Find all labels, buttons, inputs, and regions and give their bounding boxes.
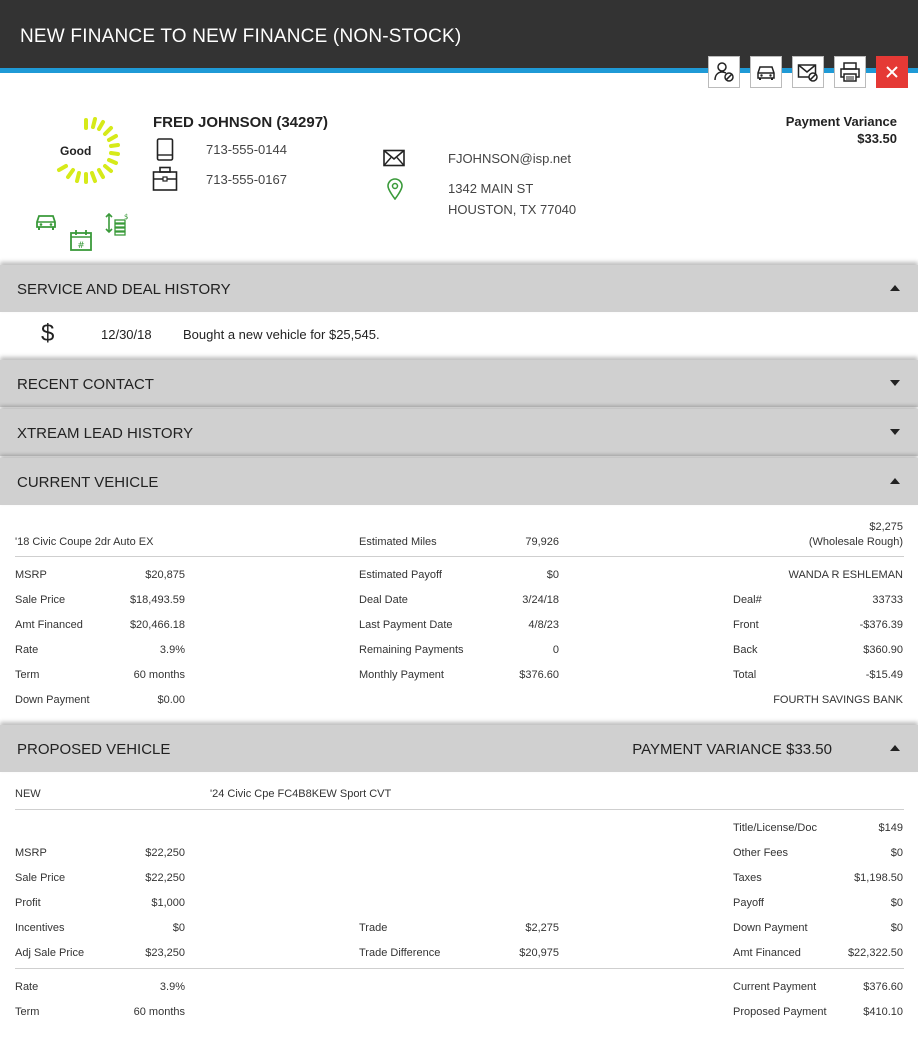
pv-current-payment-value: $376.60 — [863, 981, 903, 993]
pv-payoff-label: Payoff — [733, 897, 764, 909]
cv-term-label: Term — [15, 669, 40, 681]
cv-total-value: -$15.49 — [865, 669, 903, 681]
pv-down-payment-label: Down Payment — [733, 922, 808, 934]
section-title: SERVICE AND DEAL HISTORY — [17, 281, 231, 298]
pv-title-value: $149 — [878, 822, 903, 834]
section-service-deal-history[interactable] — [0, 265, 918, 312]
cv-total-label: Total — [733, 669, 757, 681]
pv-profit-label: Profit — [15, 897, 41, 909]
address-line2: HOUSTON, TX 77040 — [448, 202, 577, 217]
payment-variance-value: $33.50 — [857, 131, 897, 146]
address-line1: 1342 MAIN ST — [448, 181, 534, 196]
cv-rate-label: Rate — [15, 644, 39, 656]
pv-amt-financed-label: Amt Financed — [733, 947, 801, 959]
collapse-caret-icon[interactable] — [890, 285, 900, 291]
cv-deal-date-label: Deal Date — [359, 594, 408, 606]
customer-email[interactable]: FJOHNSON@isp.net — [448, 151, 571, 166]
pv-term-label: Term — [15, 1006, 40, 1018]
cv-sale-price-label: Sale Price — [15, 594, 66, 606]
pv-rate-value: 3.9% — [159, 981, 185, 993]
pv-other-fees-label: Other Fees — [733, 847, 789, 859]
vehicle-remove-button[interactable] — [750, 56, 782, 88]
mobile-phone-number[interactable]: 713-555-0144 — [206, 142, 287, 157]
cv-sale-price-value: $18,493.59 — [129, 594, 185, 606]
collapse-caret-icon[interactable] — [890, 745, 900, 751]
pv-adj-sale-price-value: $23,250 — [145, 947, 185, 959]
cv-deal-number-value[interactable]: 33733 — [872, 594, 903, 606]
car-icon — [34, 212, 58, 232]
cv-term-value: 60 months — [133, 669, 185, 681]
pv-sale-price-value: $22,250 — [145, 872, 185, 884]
section-proposed-vehicle[interactable] — [0, 725, 918, 772]
history-date: 12/30/18 — [101, 327, 152, 342]
estimated-miles-label: Estimated Miles — [359, 536, 437, 548]
divider — [15, 556, 904, 557]
close-icon — [885, 65, 899, 79]
location-pin-icon — [386, 178, 404, 205]
pv-trade-label: Trade — [359, 922, 388, 934]
collapse-caret-icon[interactable] — [890, 478, 900, 484]
pv-title-label: Title/License/Doc — [733, 822, 817, 834]
car-remove-icon — [755, 61, 777, 83]
pv-adj-sale-price-label: Adj Sale Price — [15, 947, 85, 959]
pv-incentives-label: Incentives — [15, 922, 65, 934]
pv-other-fees-value: $0 — [890, 847, 903, 859]
window-title: NEW FINANCE TO NEW FINANCE (NON-STOCK) — [20, 26, 462, 47]
expand-caret-icon[interactable] — [890, 429, 900, 435]
pv-proposed-payment-label: Proposed Payment — [733, 1006, 827, 1018]
cv-last-payment-label: Last Payment Date — [359, 619, 453, 631]
cv-down-payment-value: $0.00 — [157, 694, 185, 706]
pv-amt-financed-value: $22,322.50 — [847, 947, 903, 959]
cv-deal-date-value: 3/24/18 — [522, 594, 559, 606]
divider — [15, 968, 904, 969]
cv-est-payoff-label: Estimated Payoff — [359, 569, 442, 581]
money-stack-icon — [104, 212, 130, 238]
payment-variance-label: Payment Variance — [785, 114, 897, 129]
section-recent-contact[interactable] — [0, 360, 918, 407]
cv-front-label: Front — [733, 619, 759, 631]
user-remove-icon — [713, 61, 735, 83]
pv-taxes-label: Taxes — [733, 872, 762, 884]
cv-amt-financed-value: $20,466.18 — [129, 619, 185, 631]
cv-back-label: Back — [733, 644, 758, 656]
print-icon — [839, 61, 861, 83]
cv-amt-financed-label: Amt Financed — [15, 619, 83, 631]
current-vehicle-description: '18 Civic Coupe 2dr Auto EX — [15, 536, 154, 548]
cv-msrp-label: MSRP — [15, 569, 47, 581]
pv-payoff-value: $0 — [890, 897, 903, 909]
cv-deal-number-label: Deal# — [733, 594, 762, 606]
svg-text:$: $ — [124, 213, 129, 221]
close-button[interactable] — [876, 56, 908, 88]
estimated-miles-value: 79,926 — [525, 536, 559, 548]
section-title: PROPOSED VEHICLE — [17, 741, 171, 758]
dollar-sign-icon: $ — [41, 320, 55, 347]
section-title: RECENT CONTACT — [17, 376, 154, 393]
pv-msrp-label: MSRP — [15, 847, 47, 859]
appointment-link[interactable] — [69, 229, 93, 256]
pv-rate-label: Rate — [15, 981, 39, 993]
credit-score-gauge — [48, 110, 124, 196]
cv-rate-value: 3.9% — [159, 644, 185, 656]
expand-caret-icon[interactable] — [890, 380, 900, 386]
proposed-payment-variance: PAYMENT VARIANCE $33.50 — [632, 741, 832, 758]
work-phone-number[interactable]: 713-555-0167 — [206, 172, 287, 187]
svg-text:#: # — [77, 241, 85, 251]
pv-incentives-value: $0 — [172, 922, 185, 934]
vehicle-link[interactable] — [34, 212, 58, 237]
pv-down-payment-value: $0 — [890, 922, 903, 934]
mail-remove-icon — [797, 61, 819, 83]
divider — [15, 809, 904, 810]
credit-score-label: Good — [60, 144, 92, 158]
user-remove-button[interactable] — [708, 56, 740, 88]
pv-trade-value: $2,275 — [525, 922, 559, 934]
pv-sale-price-label: Sale Price — [15, 872, 66, 884]
cv-msrp-value: $20,875 — [145, 569, 185, 581]
cv-remaining-payments-label: Remaining Payments — [359, 644, 464, 656]
finance-link[interactable] — [104, 212, 130, 243]
pv-taxes-value: $1,198.50 — [854, 872, 903, 884]
history-text: Bought a new vehicle for $25,545. — [183, 327, 380, 342]
cv-remaining-payments-value: 0 — [552, 644, 559, 656]
mail-icon — [383, 149, 405, 172]
cv-monthly-payment-value: $376.60 — [519, 669, 559, 681]
customer-name: FRED JOHNSON (34297) — [153, 114, 329, 131]
cv-est-payoff-value: $0 — [546, 569, 559, 581]
cv-down-payment-label: Down Payment — [15, 694, 90, 706]
pv-term-value: 60 months — [133, 1006, 185, 1018]
cv-lender: FOURTH SAVINGS BANK — [773, 694, 903, 706]
pv-current-payment-label: Current Payment — [733, 981, 817, 993]
mobile-phone-icon — [156, 138, 174, 167]
pv-condition: NEW — [15, 788, 41, 800]
section-current-vehicle[interactable] — [0, 458, 918, 505]
briefcase-icon — [152, 166, 178, 197]
calendar-icon — [69, 229, 93, 251]
trade-value-amount: $2,275 — [869, 521, 903, 533]
section-xtream-lead-history[interactable] — [0, 409, 918, 456]
cv-front-value: -$376.39 — [859, 619, 903, 631]
trade-value-note: (Wholesale Rough) — [808, 536, 903, 548]
cv-monthly-payment-label: Monthly Payment — [359, 669, 444, 681]
cv-salesperson: WANDA R ESHLEMAN — [788, 569, 903, 581]
cv-last-payment-value: 4/8/23 — [528, 619, 559, 631]
pv-trade-difference-value: $20,975 — [519, 947, 559, 959]
pv-vehicle-description: '24 Civic Cpe FC4B8KEW Sport CVT — [210, 788, 392, 800]
pv-proposed-payment-value: $410.10 — [863, 1006, 903, 1018]
cv-back-value: $360.90 — [863, 644, 903, 656]
pv-msrp-value: $22,250 — [145, 847, 185, 859]
pv-trade-difference-label: Trade Difference — [359, 947, 441, 959]
section-title: CURRENT VEHICLE — [17, 474, 159, 491]
mail-remove-button[interactable] — [792, 56, 824, 88]
section-title: XTREAM LEAD HISTORY — [17, 425, 194, 442]
print-button[interactable] — [834, 56, 866, 88]
pv-profit-value: $1,000 — [151, 897, 185, 909]
